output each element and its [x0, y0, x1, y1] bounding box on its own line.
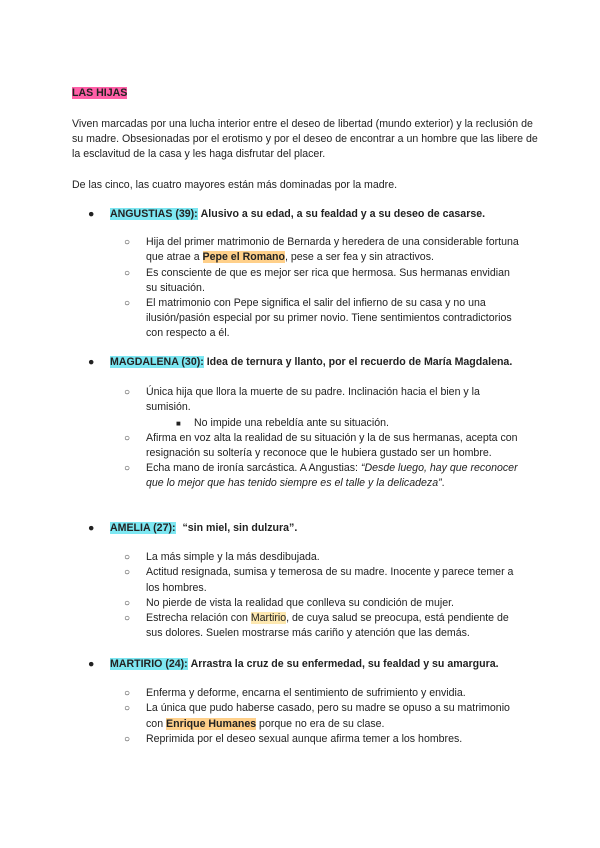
- highlight-name: Martirio: [250, 612, 287, 625]
- circle-bullet-icon: ○: [124, 597, 131, 609]
- list-item: ○ La más simple y la más desdibujada.: [120, 550, 520, 565]
- section-heading: [84, 207, 554, 222]
- detail-list: [120, 550, 520, 641]
- bullet-icon: ●: [88, 522, 95, 534]
- circle-bullet-icon: ○: [124, 703, 131, 715]
- bullet-icon: ●: [88, 356, 95, 368]
- character-desc: Arrastra la cruz de su enfermedad, su fealdad y su amargura.: [190, 658, 499, 670]
- character-name: MARTIRIO (24):: [110, 658, 188, 670]
- section-martirio: [84, 657, 554, 747]
- list-item: ○ Estrecha relación con Martirio, de cuya salud se preocupa, está pendiente de sus dolores. Suelen mostrarse más cariño y atención que las demás.: [124, 612, 509, 640]
- detail-list: [120, 385, 520, 491]
- section-amelia: [84, 521, 554, 641]
- circle-bullet-icon: ○: [124, 298, 131, 310]
- circle-bullet-icon: ○: [124, 552, 131, 564]
- section-heading: [84, 657, 554, 672]
- character-desc: Alusivo a su edad, a su fealdad y a su deseo de casarse.: [200, 208, 486, 220]
- character-name: MAGDALENA (30):: [110, 356, 204, 368]
- detail-list: [120, 686, 520, 747]
- circle-bullet-icon: ○: [124, 387, 131, 399]
- highlight-name: Enrique Humanes: [166, 717, 257, 730]
- quote-text: “Desde luego, hay que reconocer que lo mejor que has tenido siempre es el talle y la delicadeza”: [146, 462, 518, 490]
- intro-paragraph: Viven marcadas por una lucha interior entre el deseo de libertad (mundo exterior) y la reclusión de su madre. Obsesionadas por el erotismo y por el deseo de encontrar a un hombre que las libere de la esclavitud de la casa y les haga disfrutar del placer.: [72, 118, 538, 161]
- section-heading: [84, 355, 554, 370]
- character-name: AMELIA (27):: [110, 522, 176, 534]
- list-item: ○ Afirma en voz alta la realidad de su situación y la de sus hermanas, acepta con resignación su soltería y reconoce que le hubiera gustado ser un hombre.: [124, 431, 518, 460]
- list-item: ○ No pierde de vista la realidad que conlleva su condición de mujer.: [120, 596, 520, 611]
- section-title: [72, 86, 127, 101]
- nested-list-wrapper: [120, 416, 520, 431]
- section-magdalena: [84, 355, 554, 492]
- list-item: ○ El matrimonio con Pepe significa el salir del infierno de su casa y no una ilusión/pasión especial por su primer novio. Tiene sentimientos contradictorios con respecto a él.: [124, 297, 512, 340]
- character-desc: “sin miel, sin dulzura”.: [182, 522, 298, 534]
- circle-bullet-icon: ○: [124, 237, 131, 249]
- circle-bullet-icon: ○: [124, 432, 131, 444]
- circle-bullet-icon: ○: [124, 567, 131, 579]
- list-item: ○ Enferma y deforme, encarna el sentimiento de sufrimiento y envidia.: [120, 686, 520, 701]
- bullet-icon: ●: [88, 208, 95, 220]
- bullet-icon: ●: [88, 658, 95, 670]
- highlight-name: Pepe el Romano: [202, 251, 285, 264]
- list-item: ○ Única hija que llora la muerte de su padre. Inclinación hacia el bien y la sumisión.: [124, 386, 480, 414]
- section-heading: [84, 521, 554, 536]
- circle-bullet-icon: ○: [124, 733, 131, 745]
- circle-bullet-icon: ○: [124, 267, 131, 279]
- intro-paragraph-2: De las cinco, las cuatro mayores están más dominadas por la madre.: [72, 179, 398, 191]
- list-item: ○ Es consciente de que es mejor ser rica que hermosa. Sus hermanas envidian su situación.: [124, 266, 510, 294]
- circle-bullet-icon: ○: [124, 688, 131, 700]
- character-desc: Idea de ternura y llanto, por el recuerdo de María Magdalena.: [206, 356, 513, 368]
- circle-bullet-icon: ○: [124, 463, 131, 475]
- square-bullet-icon: ■: [176, 418, 181, 428]
- list-item: ○ Hija del primer matrimonio de Bernarda y heredera de una considerable fortuna que atrae a Pepe el Romano, pese a ser fea y sin atractivos.: [124, 236, 519, 264]
- list-item: ○ Actitud resignada, sumisa y temerosa de su madre. Inocente y parece temer a los hombres.: [124, 566, 514, 594]
- list-item: ○ Echa mano de ironía sarcástica. A Angustias: “Desde luego, hay que reconocer que lo mejor que has tenido siempre es el talle y la delicadeza”.: [124, 462, 518, 490]
- list-item: ○ La única que pudo haberse casado, pero su madre se opuso a su matrimonio con Enrique Humanes porque no era de su clase.: [124, 702, 510, 730]
- character-name: ANGUSTIAS (39):: [110, 208, 198, 220]
- nested-list: [146, 416, 546, 431]
- nested-list-item: ■ No impide una rebeldía ante su situación.: [172, 416, 546, 431]
- circle-bullet-icon: ○: [124, 613, 131, 625]
- section-angustias: [84, 207, 554, 342]
- detail-list: [120, 235, 520, 341]
- list-item: ○ Reprimida por el deseo sexual aunque afirma temer a los hombres.: [120, 732, 520, 747]
- title-text: LAS HIJAS: [72, 87, 128, 99]
